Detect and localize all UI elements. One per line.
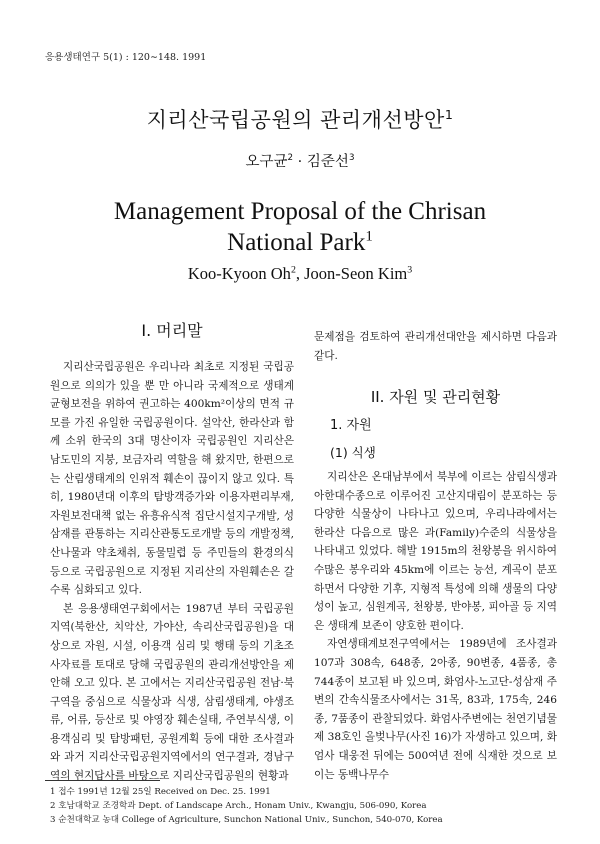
author-2-ko: 김준선 [306, 154, 349, 170]
footnote: 1 접수 1991년 12월 25일 Received on Dec. 25. 1991 [50, 787, 271, 797]
english-title-line-2-text: National Park [227, 229, 366, 256]
korean-title [0, 104, 600, 134]
footnote: 3 순천대학교 농대 College of Agriculture, Sunchon National Univ., Sunchon, 540-070, Korea [50, 815, 443, 825]
english-authors [0, 264, 600, 284]
footnote-rule [45, 780, 160, 781]
right-column-body [314, 468, 557, 784]
author-1-footnote-mark: 2 [287, 153, 294, 164]
author-1-ko: 오구균 [245, 154, 288, 170]
section-2-heading: II. 자원 및 관리현황 [370, 388, 501, 406]
english-title [0, 196, 600, 258]
author-2-en: Joon-Seon Kim [304, 264, 408, 283]
right-column-top [314, 328, 557, 365]
title-footnote-mark: 1 [444, 107, 454, 122]
author-2-en-footnote-mark: 3 [407, 264, 413, 276]
paragraph: 문제점을 검토하여 관리개선대안을 제시하면 다음과 같다. [314, 331, 557, 362]
journal-reference: 응용생태연구 5(1) : 120∼148. 1991 [45, 52, 207, 63]
footnote: 2 호남대학교 조경학과 Dept. of Landscape Arch., Honam Univ., Kwangju, 506-090, Korea [50, 801, 427, 811]
english-title-line-2 [0, 227, 600, 258]
author-separator: · [293, 154, 307, 170]
author-2-footnote-mark: 3 [348, 153, 355, 164]
korean-title-text: 지리산국립공원의 관리개선방안 [146, 108, 445, 132]
subsection-heading: 1. 자원 [330, 418, 372, 433]
subsubsection-heading: (1) 식생 [330, 445, 376, 460]
left-column [50, 358, 294, 786]
paragraph: 자연생태계보전구역에서는 1989년에 조사결과 107과 308속, 648종, 2아종, 90변종, 4품종, 총 744종이 보고된 바 있으며, 화엄사-노고단-성삼재 주변의 간속식물조사에서는 31목, 83과, 175속, 246종, 7품종이 관찰되었다. 화엄사주변에는 천연기념물 제 38호인 올벚나무(사진 16)가 자생하고 있으며, 화엄사 대웅전 뒤에는 500여년 전에 식재한 것으로 보이는 동백나무수 [314, 638, 558, 781]
english-title-line-1: Management Proposal of the Chrisan [113, 198, 487, 225]
paragraph: 본 응용생태연구회에서는 1987년 부터 국립공원지역(북한산, 치악산, 가야산, 속리산국립공원)을 대상으로 자원, 시설, 이용객 심리 및 행태 등의 기초조사자료를 토대로 당해 국립공원의 관리개선방안을 제안해 오고 있다. 본 고에서는 지리산국립공원 전남·북구역을 중심으로 식물상과 식생, 삼림생태계, 야생조류, 어류, 등산로 및 야영장 훼손실태, 주연부식생, 이용객심리 및 탐방패턴, 공원계획 등에 대한 조사결과와 과거 지리산국립공원지역에서의 연구결과, 경남구역의 현지답사를 바탕으로 지리산국립공원의 현황과 [50, 602, 294, 783]
author-1-en-footnote-mark: 2 [290, 264, 296, 276]
author-separator-en: , [295, 264, 305, 283]
section-1-heading: I. 머리말 [141, 321, 203, 340]
korean-authors [0, 150, 600, 171]
paragraph: 지리산국립공원은 우리나라 최초로 지정된 국립공원으로 의의가 있을 뿐 만 아니라 국제적으로 생태계 균형보전을 위하여 권고하는 400km²이상의 면적 규모를 가진 유일한 국립공원이다. 설악산, 한라산과 함께 소위 한국의 3대 명산이자 국립공원인 지리산은 남도민의 지붕, 보금자리 역할을 해 왔지만, 한편으로는 산림생태계의 인위적 훼손이 끊이지 않고 있다. 특히, 1980년대 이후의 탐방객증가와 이용자편리부재, 자원보전대책 없는 유흥유식적 집단시설지구개발, 성삼재를 관통하는 지리산관통도로개발 등의 개발정책, 산나물과 약초채취, 동물밀렵 등 주민들의 환경의식 등으로 국립공원으로 지정된 지리산의 자원훼손은 갈수록 심화되고 있다. [50, 361, 294, 597]
english-title-footnote-mark: 1 [365, 228, 373, 245]
paragraph: 지리산은 온대남부에서 북부에 이르는 삼림식생과 아한대수종으로 이루어진 고산지대림이 분포하는 등 다양한 식물상이 나타나고 있으며, 우리나라에서는 한라산 다음으로 많은 과(Family)수준의 식물상을 나타내고 있었다. 해발 1915m의 천왕봉을 위시하여 수많은 봉우리와 45km에 이르는 능선, 계곡이 분포하면서 다양한 기후, 지형적 특성에 의해 생물의 다양성이 높고, 심원계곡, 천왕봉, 반야봉, 피아골 등 지역은 생태계 보존이 양호한 편이다. [314, 471, 557, 632]
author-1-en: Koo-Kyoon Oh [187, 264, 291, 283]
